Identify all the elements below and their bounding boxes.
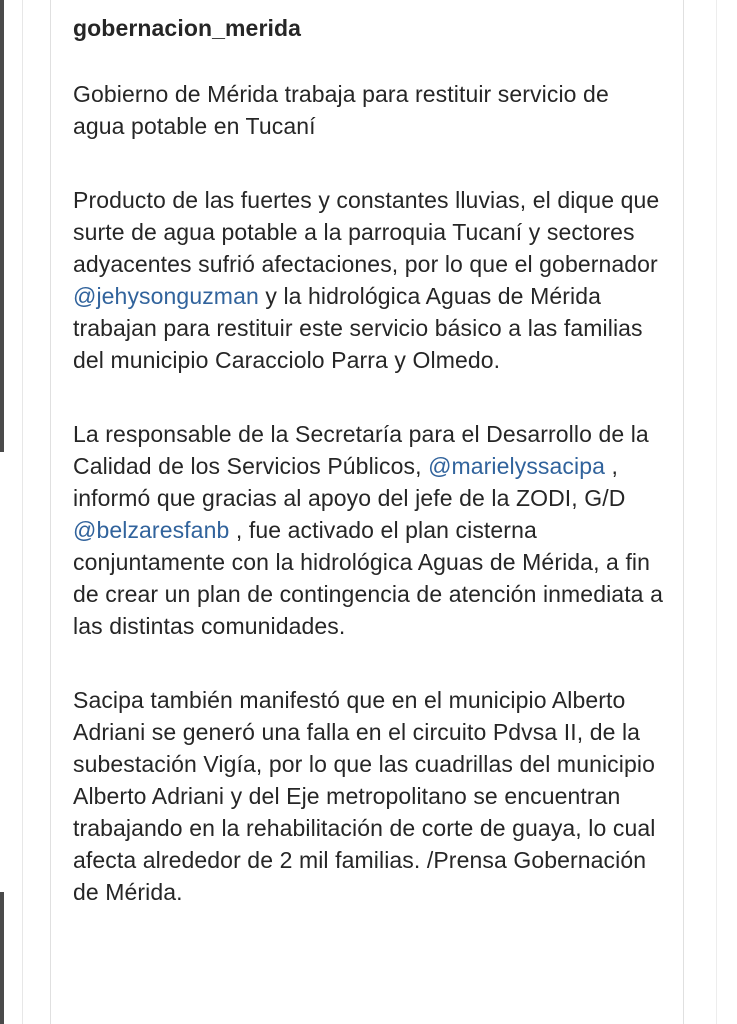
divider-line-outer-left bbox=[22, 0, 23, 1024]
divider-line-outer-right bbox=[716, 0, 717, 1024]
caption-paragraph bbox=[73, 78, 663, 142]
caption-paragraphs bbox=[73, 78, 663, 908]
caption-paragraph bbox=[73, 418, 663, 642]
caption-text: Producto de las fuertes y constantes lluvias, el dique que surte de agua potable a la parroquia Tucaní y sectores adyacentes sufrió afectaciones, por lo que el gobernador bbox=[73, 187, 660, 277]
username-link[interactable]: gobernacion_merida bbox=[73, 15, 302, 41]
caption-content bbox=[50, 0, 683, 950]
mention-link[interactable]: @belzaresfanb bbox=[73, 517, 230, 543]
caption-text: y la hidrológica Aguas de Mérida trabajan para restituir este servicio básico a las familias del municipio Caracciolo Parra y Olmedo. bbox=[73, 283, 643, 373]
divider-line-card-right bbox=[683, 0, 684, 1024]
caption-paragraph bbox=[73, 184, 663, 376]
caption-text: La responsable de la Secretaría para el Desarrollo de la Calidad de los Servicios Públicos, bbox=[73, 421, 649, 479]
caption-paragraph bbox=[73, 684, 663, 908]
mention-link[interactable]: @jehysonguzman bbox=[73, 283, 259, 309]
caption-text: , fue activado el plan cisterna conjuntamente con la hidrológica Aguas de Mérida, a fin de crear un plan de contingencia de atención inmediata a las distintas comunidades. bbox=[73, 517, 663, 639]
caption-text: Gobierno de Mérida trabaja para restituir servicio de agua potable en Tucaní bbox=[73, 81, 609, 139]
left-edge-bar-top bbox=[0, 0, 4, 452]
caption-text: , informó que gracias al apoyo del jefe de la ZODI, G/D bbox=[73, 453, 626, 511]
mention-link[interactable]: @marielyssacipa bbox=[428, 453, 606, 479]
left-edge-bar-bottom bbox=[0, 892, 4, 1024]
caption-text: Sacipa también manifestó que en el municipio Alberto Adriani se generó una falla en el circuito Pdvsa II, de la subestación Vigía, por lo que las cuadrillas del municipio Alberto Adriani y del Eje metropolitano se encuentran trabajando en la rehabilitación de corte de guaya, lo cual afecta alrededor de 2 mil familias. /Prensa Gobernación de Mérida. bbox=[73, 687, 656, 905]
